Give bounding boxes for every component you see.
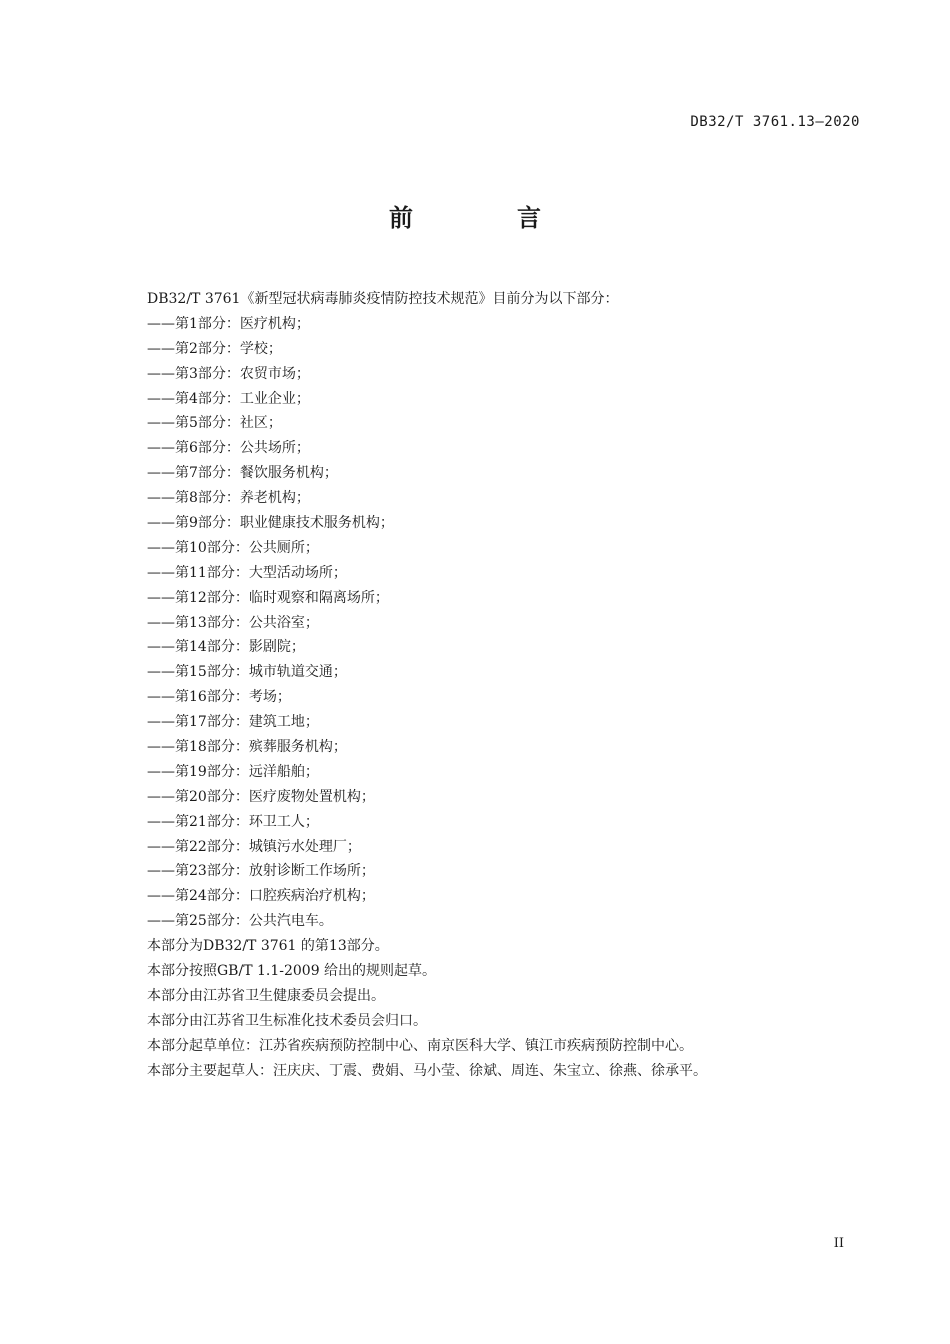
statements bbox=[147, 934, 847, 1083]
list-item: ——第4部分：工业企业； bbox=[147, 390, 310, 407]
list-item: ——第9部分：职业健康技术服务机构； bbox=[147, 515, 394, 532]
page-number: II bbox=[833, 1236, 844, 1251]
statement-line: 本部分起草单位：江苏省疾病预防控制中心、南京医科大学、镇江市疾病预防控制中心。 bbox=[147, 1037, 693, 1054]
list-item: ——第10部分：公共厕所； bbox=[147, 539, 319, 556]
list-item: ——第8部分：养老机构； bbox=[147, 490, 310, 507]
list-item: ——第21部分：环卫工人； bbox=[147, 813, 319, 830]
statement-line: 本部分由江苏省卫生健康委员会提出。 bbox=[147, 987, 385, 1004]
statement-line: 本部分为DB32/T 3761 的第13部分。 bbox=[147, 938, 389, 955]
list-item: ——第18部分：殡葬服务机构； bbox=[147, 739, 347, 756]
list-item: ——第22部分：城镇污水处理厂； bbox=[147, 838, 361, 855]
foreword-body bbox=[147, 287, 847, 1084]
statement-line: 本部分由江苏省卫生标准化技术委员会归口。 bbox=[147, 1012, 427, 1029]
list-item: ——第12部分：临时观察和隔离场所； bbox=[147, 589, 389, 606]
list-item: ——第3部分：农贸市场； bbox=[147, 365, 310, 382]
list-item: ——第6部分：公共场所； bbox=[147, 440, 310, 457]
intro-line: DB32/T 3761《新型冠状病毒肺炎疫情防控技术规范》目前分为以下部分： bbox=[147, 291, 619, 307]
list-item: ——第16部分：考场； bbox=[147, 689, 291, 706]
list-item: ——第13部分：公共浴室； bbox=[147, 614, 319, 631]
list-item: ——第2部分：学校； bbox=[147, 340, 282, 357]
list-item: ——第20部分：医疗废物处置机构； bbox=[147, 788, 375, 805]
statement-line: 本部分主要起草人：汪庆庆、丁震、费娟、马小莹、徐斌、周连、朱宝立、徐燕、徐承平。 bbox=[147, 1062, 707, 1079]
list-item: ——第1部分：医疗机构； bbox=[147, 315, 310, 332]
list-item: ——第14部分：影剧院； bbox=[147, 639, 305, 656]
list-item: ——第23部分：放射诊断工作场所； bbox=[147, 863, 375, 880]
list-item: ——第25部分：公共汽电车。 bbox=[147, 913, 333, 930]
list-item: ——第5部分：社区； bbox=[147, 415, 282, 432]
list-item: ——第24部分：口腔疾病治疗机构； bbox=[147, 888, 375, 905]
list-item: ——第19部分：远洋船舶； bbox=[147, 763, 319, 780]
list-item: ——第15部分：城市轨道交通； bbox=[147, 664, 347, 681]
statement-line: 本部分按照GB/T 1.1-2009 给出的规则起草。 bbox=[147, 963, 437, 980]
list-item: ——第17部分：建筑工地； bbox=[147, 714, 319, 731]
parts-list bbox=[147, 312, 847, 934]
standard-code: DB32/T 3761.13—2020 bbox=[690, 114, 860, 130]
page-title: 前 言 bbox=[389, 204, 581, 232]
list-item: ——第7部分：餐饮服务机构； bbox=[147, 465, 338, 482]
list-item: ——第11部分：大型活动场所； bbox=[147, 564, 347, 581]
